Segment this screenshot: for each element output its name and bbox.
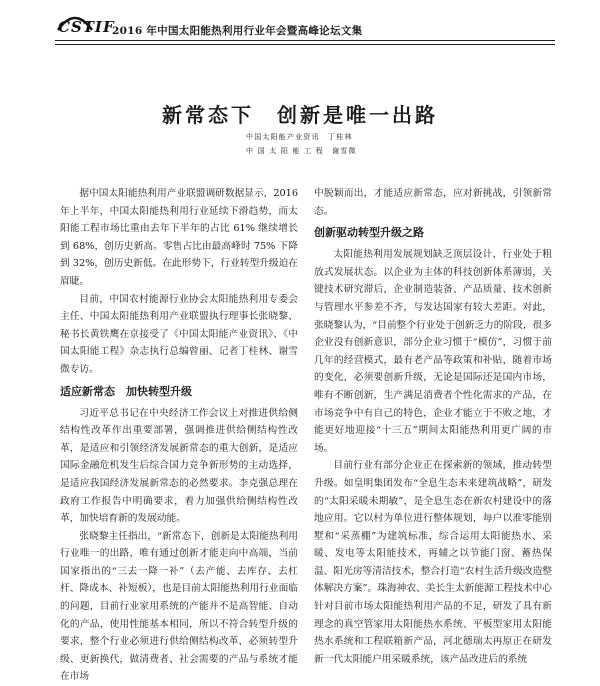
paragraph: 目前，中国农村能源行业协会太阳能热利用专委会主任、中国太阳能热利用产业联盟执行理事长张晓黎、秘书长黄铁鹰在京接受了《中国太阳能产业资讯》、《中国太阳能工程》杂志执行总编曾丽、记者丁桂林、谢雪微专访。 bbox=[60, 293, 298, 375]
paragraph: 中脱颖而出，才能适应新常态，应对新挑战，引领新常态。 bbox=[314, 188, 552, 217]
article-title: 新常态下 创新是唯一出路 bbox=[162, 103, 438, 127]
left-column bbox=[60, 185, 298, 686]
paragraph: 习近平总书记在中央经济工作会议上对推进供给侧结构性改革作出重要部署，强调推进供给侧结构性改革，是适应和引领经济发展新常态的重大创新，是适应国际金融危机发生后综合国力竞争新形势的主动选择，是适应我国经济发展新常态的必然要求。李克强总理在政府工作报告中明确要求，着力加强供给侧结构性改革，加快培育新的发展动能。 bbox=[60, 407, 298, 525]
running-title: 2016 年中国太阳能热利用行业年会暨高峰论坛文集 bbox=[112, 25, 363, 37]
right-column bbox=[314, 185, 552, 668]
author-block bbox=[246, 130, 357, 158]
author-line: 中国太阳能产业资讯 丁桂林 bbox=[246, 133, 353, 141]
header-rule-bottom bbox=[55, 44, 555, 45]
cstif-logo: CSTIF bbox=[58, 18, 115, 36]
header-rule-top bbox=[55, 40, 555, 41]
author-line: 中 国 太 阳 能 工 程 谢雪微 bbox=[246, 147, 357, 155]
paragraph: 太阳能热利用发展规划缺乏顶层设计，行业处于粗放式发展状态。以企业为主体的科技创新体系薄弱，关键技术研究滞后，企业制造装备、产品质量、技术创新与管理水平参差不齐，与发达国家有较大差距。对此，张晓黎认为，“目前整个行业处于创新乏力的阶段，很多企业没有创新意识，部分企业习惯于“模仿”，习惯于前几年的经营模式，最有老产品等政策和补贴，随着市场的变化，必须要创新升级，无论是国际还是国内市场，唯有不断创新，生产满足消费者个性化需求的产品，在市场竞争中有自己的特色，企业才能立于不败之地，才能更好地迎接“十三五”期间太阳能热利用更广阔的市场。 bbox=[314, 249, 552, 454]
section-heading: 适应新常态 加快转型升级 bbox=[60, 384, 192, 398]
paragraph: 张晓黎主任指出，“新常态下，创新是太阳能热利用行业唯一的出路，唯有通过创新才能走向中高端，当前国家指出的“三去一降一补”（去产能、去库存、去杠杆、降成本、补短板），也是目前太阳能热利用行业面临的问题，目前行业家用系统的产能并不是高智能、自动化的产品，使用性能基本相同，所以不符合转型升级的要求，整个行业必须进行供给侧结构改革，必须转型升级、更新换代，做清费者、社会需要的产品与系统才能在市场 bbox=[60, 530, 298, 683]
section-heading: 创新驱动转型升级之路 bbox=[314, 226, 424, 240]
paragraph: 据中国太阳能热利用产业联盟调研数据显示，2016 年上半年，中国太阳能热利用行业延续下滑趋势，而太阳能工程市场比重由去年下半年的占比 61% 继续增长到 68%，创历史新高。零售占比由最高峰时 75% 下降到 32%，创历史新低。在此形势下，行业转型升级迫在眉睫。 bbox=[60, 188, 298, 287]
paragraph: 目前行业有部分企业正在探索新的领域，推动转型升级。如皇明集团发布“全息生态未来建筑战略”，研发的“太阳采暖未期敏”，是全息生态在新农村建设中的落地应用。它以村为单位进行整体规划，每户以准零能别墅和“采蒸棚”为建筑标准，综合运用太阳能热水、采暖、发电等太阳能技术，再辅之以节能门窗、蓄热保温、阳光房等清洁技术，整合打造“农村生活升级改造整体解决方案”。珠海神农、美长生太新能源工程技术中心针对目前市场太阳能热利用产品的不足，研发了具有新理念的真空管家用太阳能热水系统、平板型家用太阳能热水系统和工程联箱新产品，河北德瑞太再原正在研发新一代太阳能户用采暖系统，该产品改进后的系统 bbox=[314, 460, 552, 665]
